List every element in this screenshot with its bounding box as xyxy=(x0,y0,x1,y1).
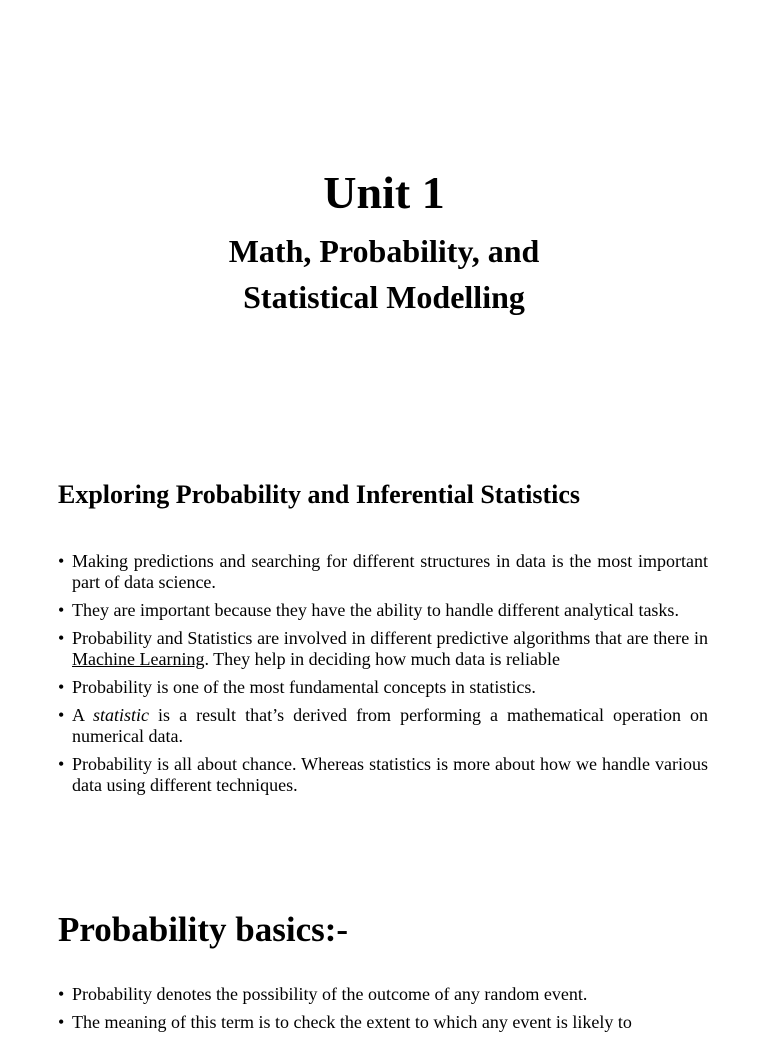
unit-subtitle-line-2: Statistical Modelling xyxy=(243,279,525,315)
bullet-icon: • xyxy=(58,677,65,697)
basics-bullet-list xyxy=(58,984,708,1040)
section-heading-probability-basics: Probability basics:- xyxy=(58,910,349,949)
section-heading-exploring: Exploring Probability and Inferential Statistics xyxy=(58,480,580,509)
list-item xyxy=(58,705,708,747)
list-item xyxy=(58,984,708,1005)
bullet-icon: • xyxy=(58,551,65,571)
bullet-icon: • xyxy=(58,1012,65,1032)
list-item xyxy=(58,754,708,796)
list-item-text: Probability is one of the most fundamental concepts in statistics. xyxy=(72,677,536,697)
bullet-icon: • xyxy=(58,628,65,648)
list-item-text-before: A xyxy=(72,705,94,725)
list-item-text-before: Probability and Statistics are involved in different predictive algorithms that are there in xyxy=(72,628,708,648)
list-item-text xyxy=(72,628,708,669)
list-item-text: Probability is all about chance. Whereas statistics is more about how we handle various data using different techniques. xyxy=(72,754,708,795)
list-item-text xyxy=(72,705,708,746)
exploring-bullet-list xyxy=(58,551,708,803)
list-item-text: They are important because they have the ability to handle different analytical tasks. xyxy=(72,600,679,620)
list-item-text: The meaning of this term is to check the extent to which any event is likely to xyxy=(72,1012,632,1032)
unit-title: Unit 1 xyxy=(323,167,445,218)
list-item xyxy=(58,551,708,593)
list-item xyxy=(58,677,708,698)
list-item-text-after: is a result that’s derived from performing a mathematical operation on numerical data. xyxy=(72,705,708,746)
list-item-text: Probability denotes the possibility of the outcome of any random event. xyxy=(72,984,588,1004)
list-item xyxy=(58,628,708,670)
list-item xyxy=(58,1012,708,1033)
list-item xyxy=(58,600,708,621)
unit-subtitle-line-1: Math, Probability, and xyxy=(228,233,540,269)
bullet-icon: • xyxy=(58,600,65,620)
machine-learning-link[interactable]: Machine Learning xyxy=(72,649,205,669)
list-item-text: Making predictions and searching for different structures in data is the most important part of data science. xyxy=(72,551,708,592)
emphasized-term: statistic xyxy=(93,705,150,725)
unit-subtitle xyxy=(0,228,768,320)
bullet-icon: • xyxy=(58,984,65,1004)
bullet-icon: • xyxy=(58,705,65,725)
list-item-text-after: . They help in deciding how much data is reliable xyxy=(204,649,561,669)
bullet-icon: • xyxy=(58,754,65,774)
